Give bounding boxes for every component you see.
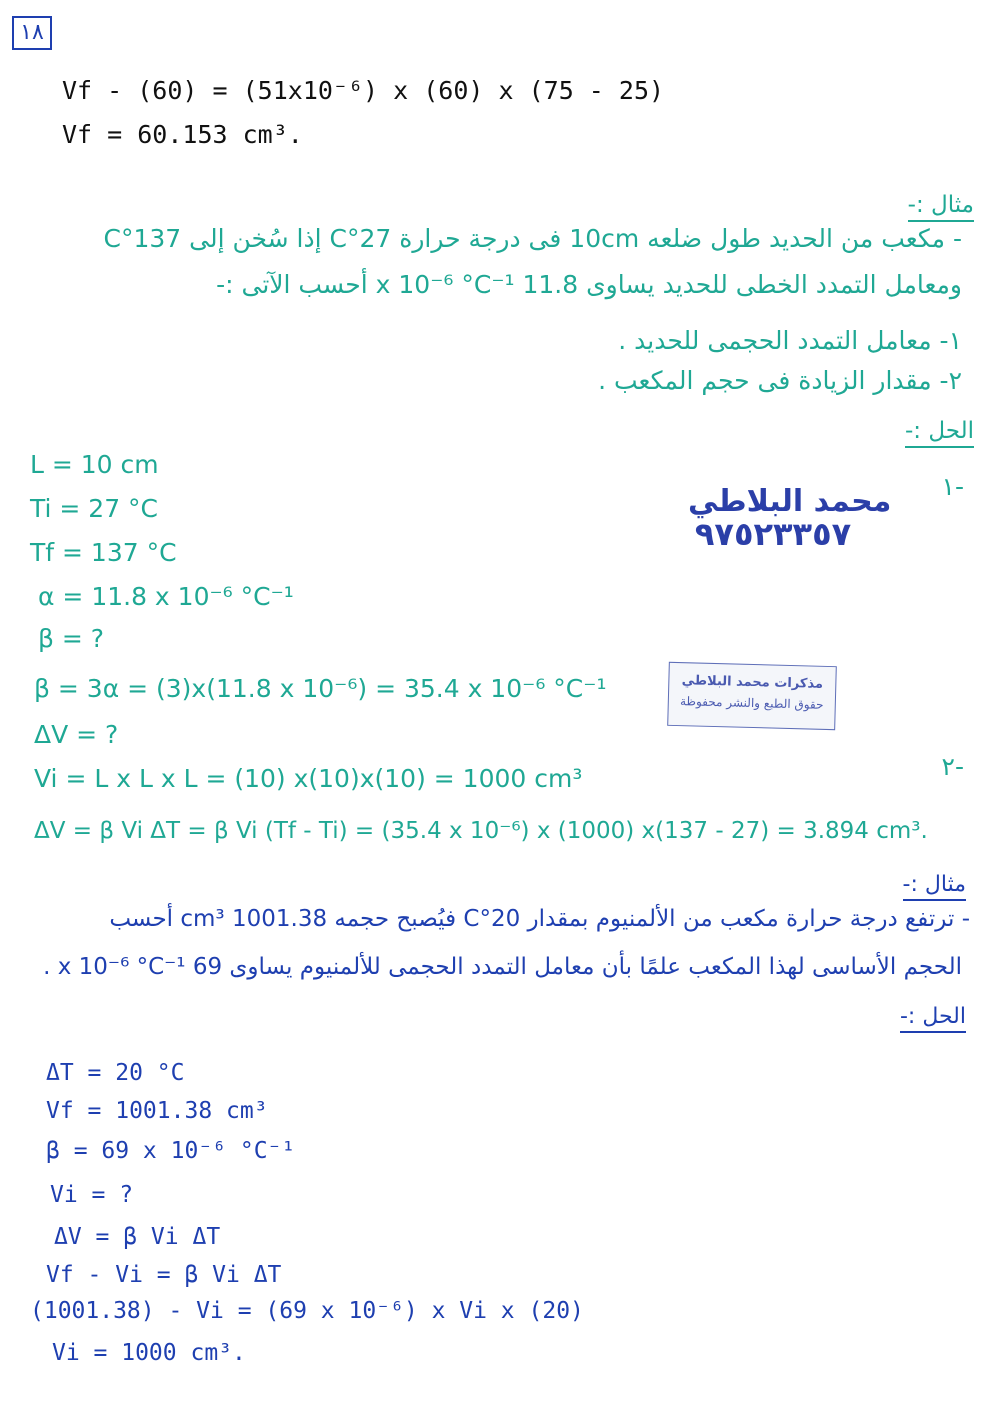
author-stamp xyxy=(688,484,892,553)
top-calc-line-1: Vf - (60) = (51x10⁻⁶) x (60) x (75 - 25) xyxy=(62,76,665,105)
example-1-heading: مثال :- xyxy=(908,192,974,222)
beta-calculation: β = 3α = (3)x(11.8 x 10⁻⁶) = 35.4 x 10⁻⁶ °C⁻¹ xyxy=(34,674,607,703)
given-initial-temperature: Ti = 27 °C xyxy=(30,494,159,523)
given-length: L = 10 cm xyxy=(30,450,159,479)
unknown-beta: β = ? xyxy=(38,624,105,653)
copyright-stamp-line-2: حقوق الطبع والنشر محفوظة xyxy=(679,694,824,712)
part-1-marker: ١- xyxy=(941,472,964,501)
copyright-stamp xyxy=(667,662,837,730)
author-stamp-phone: ٩٧٥٢٣٣٥٧ xyxy=(694,515,852,553)
step-unknown-vi: Vi = ? xyxy=(50,1182,134,1208)
page-number: ١٨ xyxy=(12,16,52,50)
initial-volume-calculation: Vi = L x L x L = (10) x(10)x(10) = 1000 cm³ xyxy=(34,764,583,793)
step-substitution: Vf - Vi = β Vi ΔT xyxy=(46,1262,282,1288)
unknown-delta-v: ΔV = ? xyxy=(34,720,119,749)
step-final-volume: Vf = 1001.38 cm³ xyxy=(46,1098,268,1124)
example-1-line-2: ومعامل التمدد الخطى للحديد يساوى 11.8 x 10⁻⁶ °C⁻¹ أحسب الآتى :- xyxy=(216,270,962,299)
copyright-stamp-line-1: مذكرات محمد البلاطي xyxy=(681,673,824,692)
example-2-line-2: الحجم الأساسى لهذا المكعب علمًا بأن معامل التمدد الحجمى للألمنيوم يساوى 69 x 10⁻⁶ °C⁻¹ . xyxy=(43,954,962,980)
example-1-question-1: ١- معامل التمدد الحجمى للحديد . xyxy=(618,326,962,355)
step-beta: β = 69 x 10⁻⁶ °C⁻¹ xyxy=(46,1138,296,1164)
delta-v-calculation: ΔV = β Vi ΔT = β Vi (Tf - Ti) = (35.4 x 10⁻⁶) x (1000) x(137 - 27) = 3.894 cm³. xyxy=(34,818,928,844)
step-delta-t: ΔT = 20 °C xyxy=(46,1060,185,1086)
step-numeric-equation: (1001.38) - Vi = (69 x 10⁻⁶) x Vi x (20) xyxy=(30,1298,584,1324)
top-calc-line-2: Vf = 60.153 cm³. xyxy=(62,120,303,149)
example-1-line-1: - مكعب من الحديد طول ضلعه 10cm فى درجة حرارة 27°C إذا سُخن إلى 137°C xyxy=(103,224,962,253)
step-result: Vi = 1000 cm³. xyxy=(52,1340,246,1366)
example-2-line-1: - ترتفع درجة حرارة مكعب من الألمنيوم بمقدار 20°C فيُصبح حجمه 1001.38 cm³ أحسب xyxy=(109,906,970,932)
author-stamp-name: محمد البلاطي xyxy=(688,484,892,519)
part-2-marker: ٢- xyxy=(941,752,964,781)
example-1-solution-heading: الحل :- xyxy=(905,418,974,448)
example-1-question-2: ٢- مقدار الزيادة فى حجم المكعب . xyxy=(598,366,962,395)
example-2-solution-heading: الحل :- xyxy=(900,1004,966,1033)
step-delta-v-formula: ΔV = β Vi ΔT xyxy=(54,1224,221,1250)
given-final-temperature: Tf = 137 °C xyxy=(30,538,177,567)
given-alpha: α = 11.8 x 10⁻⁶ °C⁻¹ xyxy=(38,582,294,611)
example-2-heading: مثال :- xyxy=(903,872,966,901)
